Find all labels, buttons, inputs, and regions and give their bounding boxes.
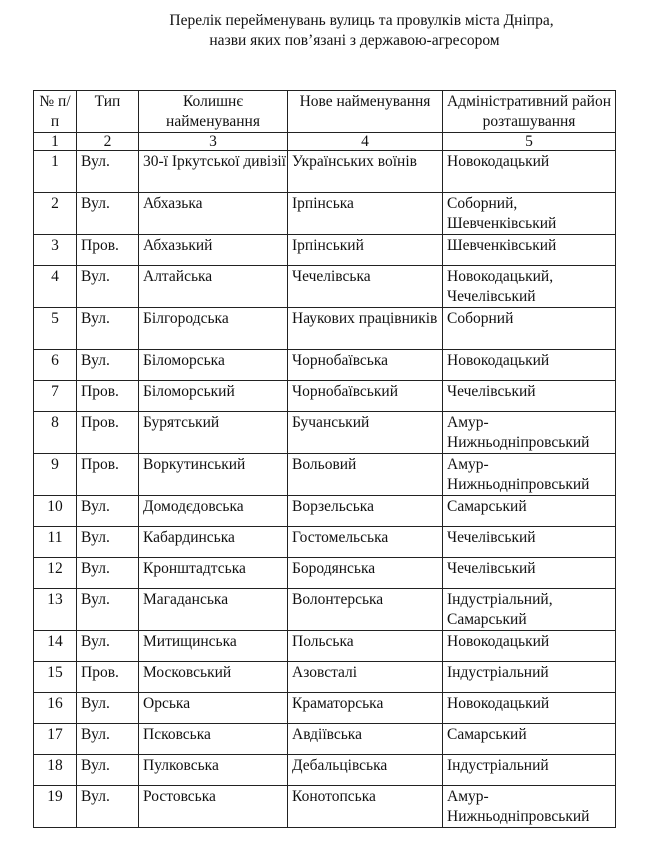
row-number: 3 (34, 235, 77, 266)
header-old-name: Колишнє найменування (139, 91, 288, 133)
new-name: Авдіївська (288, 724, 443, 755)
row-number: 14 (34, 631, 77, 662)
header-new-name: Нове найменування (288, 91, 443, 133)
street-type: Вул. (77, 589, 139, 631)
table-row (34, 693, 616, 724)
old-name: Московський (139, 662, 288, 693)
street-type: Пров. (77, 381, 139, 412)
district: Самарський (443, 496, 616, 527)
row-number: 2 (34, 193, 77, 235)
table-row (34, 308, 616, 350)
row-number: 13 (34, 589, 77, 631)
document-title (0, 11, 671, 51)
column-number: 1 (34, 133, 77, 151)
row-number: 10 (34, 496, 77, 527)
new-name: Краматорська (288, 693, 443, 724)
header-district: Адміністративний район розташування (443, 91, 616, 133)
header-num: № п/п (34, 91, 77, 133)
district: Амур-Нижньодніпровський (443, 454, 616, 496)
row-number: 17 (34, 724, 77, 755)
street-type: Вул. (77, 350, 139, 381)
new-name: Бородянська (288, 558, 443, 589)
title-line-1: Перелік перейменувань вулиць та провулків міста Дніпра, (169, 12, 554, 29)
table-row (34, 755, 616, 786)
street-type: Вул. (77, 496, 139, 527)
old-name: Домодєдовська (139, 496, 288, 527)
column-number: 3 (139, 133, 288, 151)
row-number: 7 (34, 381, 77, 412)
table-row (34, 558, 616, 589)
old-name: Орська (139, 693, 288, 724)
new-name: Польська (288, 631, 443, 662)
old-name: Білгородська (139, 308, 288, 350)
row-number: 6 (34, 350, 77, 381)
new-name: Чорнобаївська (288, 350, 443, 381)
street-type: Пров. (77, 412, 139, 454)
column-number: 4 (288, 133, 443, 151)
row-number: 1 (34, 151, 77, 193)
old-name: Кронштадтська (139, 558, 288, 589)
table-row (34, 786, 616, 828)
street-type: Пров. (77, 454, 139, 496)
table-row (34, 631, 616, 662)
new-name: Чечелівська (288, 266, 443, 308)
district: Чечелівський (443, 558, 616, 589)
street-type: Вул. (77, 786, 139, 828)
table-row (34, 193, 616, 235)
old-name: Абхазький (139, 235, 288, 266)
street-type: Пров. (77, 662, 139, 693)
row-number: 5 (34, 308, 77, 350)
street-type: Вул. (77, 558, 139, 589)
row-number: 12 (34, 558, 77, 589)
new-name: Гостомельська (288, 527, 443, 558)
column-number: 2 (77, 133, 139, 151)
district: Шевченківський (443, 235, 616, 266)
old-name: Біломорська (139, 350, 288, 381)
row-number: 4 (34, 266, 77, 308)
district: Новокодацький (443, 693, 616, 724)
district: Новокодацький, Чечелівський (443, 266, 616, 308)
table-row (34, 350, 616, 381)
table-row (34, 381, 616, 412)
table-row (34, 454, 616, 496)
new-name: Конотопська (288, 786, 443, 828)
district: Новокодацький (443, 631, 616, 662)
table-row (34, 412, 616, 454)
row-number: 16 (34, 693, 77, 724)
column-numbers-row (34, 133, 616, 151)
old-name: Митищинська (139, 631, 288, 662)
table-row (34, 496, 616, 527)
old-name: Бурятський (139, 412, 288, 454)
header-row (34, 91, 616, 133)
district: Новокодацький (443, 151, 616, 193)
street-type: Вул. (77, 151, 139, 193)
new-name: Чорнобаївський (288, 381, 443, 412)
district: Чечелівський (443, 527, 616, 558)
row-number: 11 (34, 527, 77, 558)
table-row (34, 527, 616, 558)
table-row (34, 589, 616, 631)
new-name: Ірпінська (288, 193, 443, 235)
table-row (34, 724, 616, 755)
district: Новокодацький (443, 350, 616, 381)
row-number: 18 (34, 755, 77, 786)
table-row (34, 266, 616, 308)
new-name: Бучанський (288, 412, 443, 454)
district: Самарський (443, 724, 616, 755)
row-number: 8 (34, 412, 77, 454)
table-body (34, 151, 616, 828)
district: Індустріальний (443, 755, 616, 786)
row-number: 19 (34, 786, 77, 828)
district: Чечелівський (443, 381, 616, 412)
street-type: Вул. (77, 527, 139, 558)
district: Амур-Нижньодніпровський (443, 412, 616, 454)
old-name: Біломорський (139, 381, 288, 412)
street-type: Вул. (77, 631, 139, 662)
district: Соборний (443, 308, 616, 350)
new-name: Дебальцівська (288, 755, 443, 786)
row-number: 9 (34, 454, 77, 496)
header-type: Тип (77, 91, 139, 133)
street-type: Пров. (77, 235, 139, 266)
district: Соборний, Шевченківський (443, 193, 616, 235)
table-row (34, 235, 616, 266)
old-name: Абхазька (139, 193, 288, 235)
new-name: Вольовий (288, 454, 443, 496)
column-number: 5 (443, 133, 616, 151)
old-name: Ростовська (139, 786, 288, 828)
old-name: Магаданська (139, 589, 288, 631)
renaming-table (33, 90, 616, 828)
old-name: Псковська (139, 724, 288, 755)
table-row (34, 151, 616, 193)
old-name: Кабардинська (139, 527, 288, 558)
street-type: Вул. (77, 755, 139, 786)
street-type: Вул. (77, 724, 139, 755)
new-name: Волонтерська (288, 589, 443, 631)
new-name: Ворзельська (288, 496, 443, 527)
old-name: Пулковська (139, 755, 288, 786)
district: Амур-Нижньодніпровський (443, 786, 616, 828)
table-row (34, 662, 616, 693)
title-line-2: назви яких пов’язані з державою-агресором (209, 32, 500, 49)
row-number: 15 (34, 662, 77, 693)
old-name: Воркутинський (139, 454, 288, 496)
district: Індустріальний, Самарський (443, 589, 616, 631)
new-name: Наукових працівників (288, 308, 443, 350)
district: Індустріальний (443, 662, 616, 693)
street-type: Вул. (77, 193, 139, 235)
street-type: Вул. (77, 266, 139, 308)
new-name: Українських воїнів (288, 151, 443, 193)
street-type: Вул. (77, 693, 139, 724)
old-name: 30-ї Іркутської дивізії (139, 151, 288, 193)
old-name: Алтайська (139, 266, 288, 308)
new-name: Азовсталі (288, 662, 443, 693)
street-type: Вул. (77, 308, 139, 350)
new-name: Ірпінський (288, 235, 443, 266)
